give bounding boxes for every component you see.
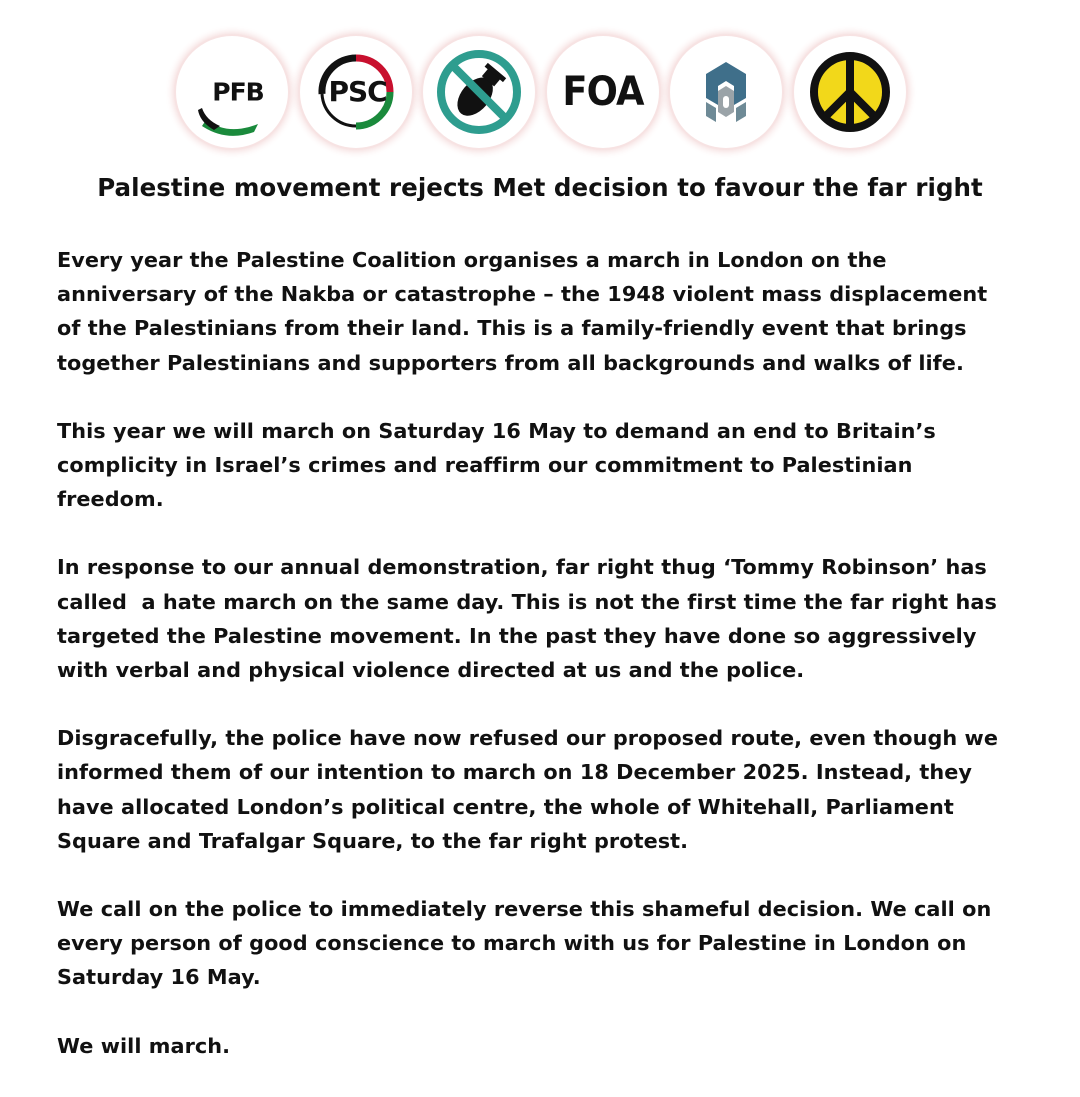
psc-logo (300, 36, 412, 148)
text-line: with verbal and physical violence directed at us and the police. (57, 658, 805, 683)
text-line: We call on the police to immediately reverse this shameful decision. We call on (57, 897, 992, 922)
paragraph-march-date (57, 414, 1057, 517)
text-line: We will march. (57, 1033, 231, 1058)
headline: Palestine movement rejects Met decision to favour the far right (97, 173, 983, 202)
paragraph-call-to-action (57, 892, 1057, 995)
paragraph-intro (57, 243, 1057, 380)
text-line: informed them of our intention to march on 18 December 2025. Instead, they (57, 760, 972, 785)
text-line: together Palestinians and supporters from all backgrounds and walks of life. (57, 350, 964, 375)
pfb-logo-text: PFB (212, 77, 264, 107)
logo-row (176, 36, 906, 148)
paragraph-police-route (57, 721, 1057, 858)
statement-body (57, 243, 1057, 1097)
text-line: have allocated London’s political centre, the whole of Whitehall, Parliament (57, 794, 954, 819)
text-line: Disgracefully, the police have now refused our proposed route, even though we (57, 726, 998, 751)
foa-logo-text: FOA (562, 69, 644, 115)
text-line: Saturday 16 May. (57, 965, 261, 990)
psc-logo-text: PSC (328, 75, 387, 108)
text-line: of the Palestinians from their land. This is a family-friendly event that brings (57, 316, 967, 341)
no-bomb-icon (423, 36, 535, 148)
peace-symbol-icon (794, 36, 906, 148)
text-line: Every year the Palestine Coalition organises a march in London on the (57, 248, 887, 272)
text-line: every person of good conscience to march with us for Palestine in London on (57, 931, 967, 956)
text-line: This year we will march on Saturday 16 May to demand an end to Britain’s (57, 418, 936, 443)
mosque-emblem-icon (670, 36, 782, 148)
text-line: In response to our annual demonstration, far right thug ‘Tommy Robinson’ has (57, 555, 987, 580)
text-line: called a hate march on the same day. This is not the first time the far right has (57, 589, 997, 614)
text-line: complicity in Israel’s crimes and reaffirm our commitment to Palestinian (57, 453, 913, 478)
text-line: Square and Trafalgar Square, to the far right protest. (57, 828, 689, 853)
pfb-logo (176, 36, 288, 148)
paragraph-far-right (57, 550, 1057, 687)
paragraph-closing (57, 1029, 1057, 1063)
text-line: targeted the Palestine movement. In the past they have done so aggressively (57, 623, 977, 648)
text-line: anniversary of the Nakba or catastrophe – the 1948 violent mass displacement (57, 282, 988, 307)
foa-logo (547, 36, 659, 148)
text-line: freedom. (57, 487, 164, 512)
